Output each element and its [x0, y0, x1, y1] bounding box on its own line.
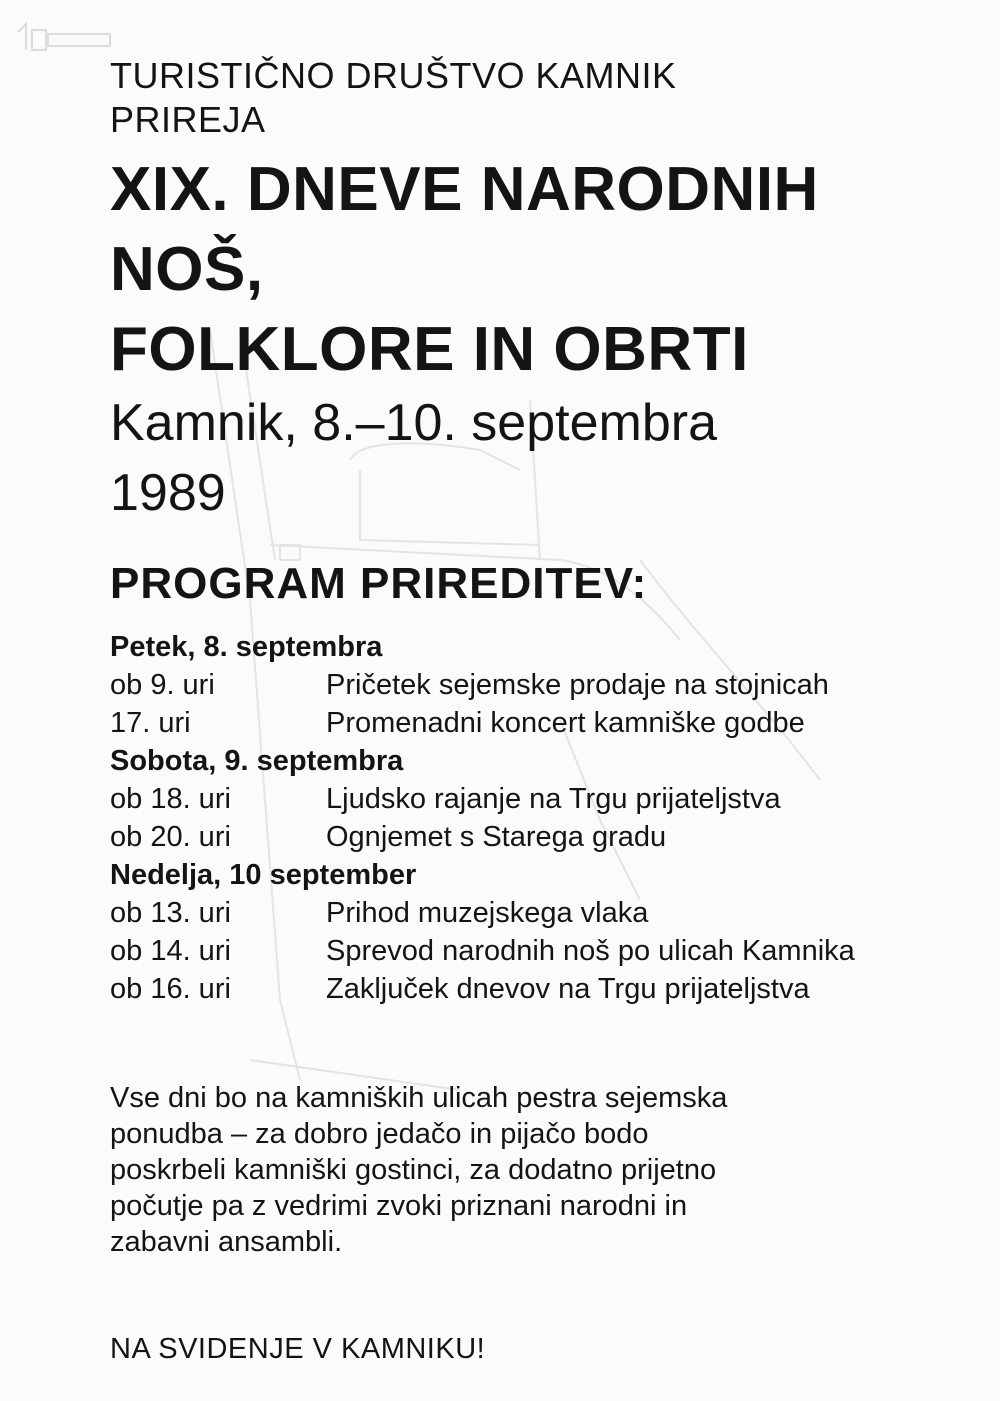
event-time: ob 13. uri — [110, 897, 231, 929]
organizer-presents: PRIREJA — [110, 99, 266, 140]
title-line-1: XIX. DNEVE NARODNIH — [110, 155, 819, 224]
closing-line: počutje pa z vedrimi zvoki priznani narodni in — [110, 1190, 688, 1222]
event-description: Pričetek sejemske prodaje na stojnicah — [326, 669, 829, 701]
event-time: ob 18. uri — [110, 783, 231, 815]
event-time: 17. uri — [110, 707, 191, 739]
schedule-day — [110, 628, 970, 742]
closing-line: poskrbeli kamniški gostinci, za dodatno prijetno — [110, 1154, 717, 1186]
schedule-day — [110, 742, 970, 856]
event-time: ob 20. uri — [110, 821, 231, 853]
event-description: Sprevod narodnih noš po ulicah Kamnika — [326, 935, 855, 967]
day-heading: Sobota, 9. septembra — [110, 745, 404, 777]
title-line-3: FOLKLORE IN OBRTI — [110, 315, 749, 384]
organizer-block — [110, 54, 677, 142]
event-row — [110, 932, 970, 970]
title-line-2: NOŠ, — [110, 235, 264, 304]
event-row — [110, 818, 970, 856]
event-row — [110, 894, 970, 932]
schedule — [110, 628, 970, 1008]
event-description: Prihod muzejskega vlaka — [326, 897, 649, 929]
closing-line: Vse dni bo na kamniških ulicah pestra sejemska — [110, 1082, 728, 1114]
event-title — [110, 150, 819, 390]
schedule-day — [110, 856, 970, 1008]
event-time: ob 9. uri — [110, 669, 215, 701]
organizer-name: TURISTIČNO DRUŠTVO KAMNIK — [110, 55, 677, 96]
program-heading: PROGRAM PRIREDITEV: — [110, 559, 648, 608]
dates-line-2: 1989 — [110, 464, 226, 522]
farewell-line: NA SVIDENJE V KAMNIKU! — [110, 1333, 486, 1365]
closing-paragraph — [110, 1080, 910, 1260]
event-description: Promenadni koncert kamniške godbe — [326, 707, 805, 739]
day-heading: Nedelja, 10 september — [110, 859, 417, 891]
event-time: ob 16. uri — [110, 973, 231, 1005]
closing-line: zabavni ansambli. — [110, 1226, 343, 1258]
archive-logo-icon — [8, 12, 116, 62]
event-row — [110, 970, 970, 1008]
closing-line: ponudba – za dobro jedačo in pijačo bodo — [110, 1118, 649, 1150]
event-time: ob 14. uri — [110, 935, 231, 967]
event-row — [110, 666, 970, 704]
event-row — [110, 704, 970, 742]
event-description: Ljudsko rajanje na Trgu prijateljstva — [326, 783, 781, 815]
event-dates — [110, 388, 717, 528]
dates-line-1: Kamnik, 8.–10. septembra — [110, 394, 717, 452]
day-heading: Petek, 8. septembra — [110, 631, 383, 663]
event-description: Zaključek dnevov na Trgu prijateljstva — [326, 973, 810, 1005]
event-row — [110, 780, 970, 818]
event-description: Ognjemet s Starega gradu — [326, 821, 667, 853]
